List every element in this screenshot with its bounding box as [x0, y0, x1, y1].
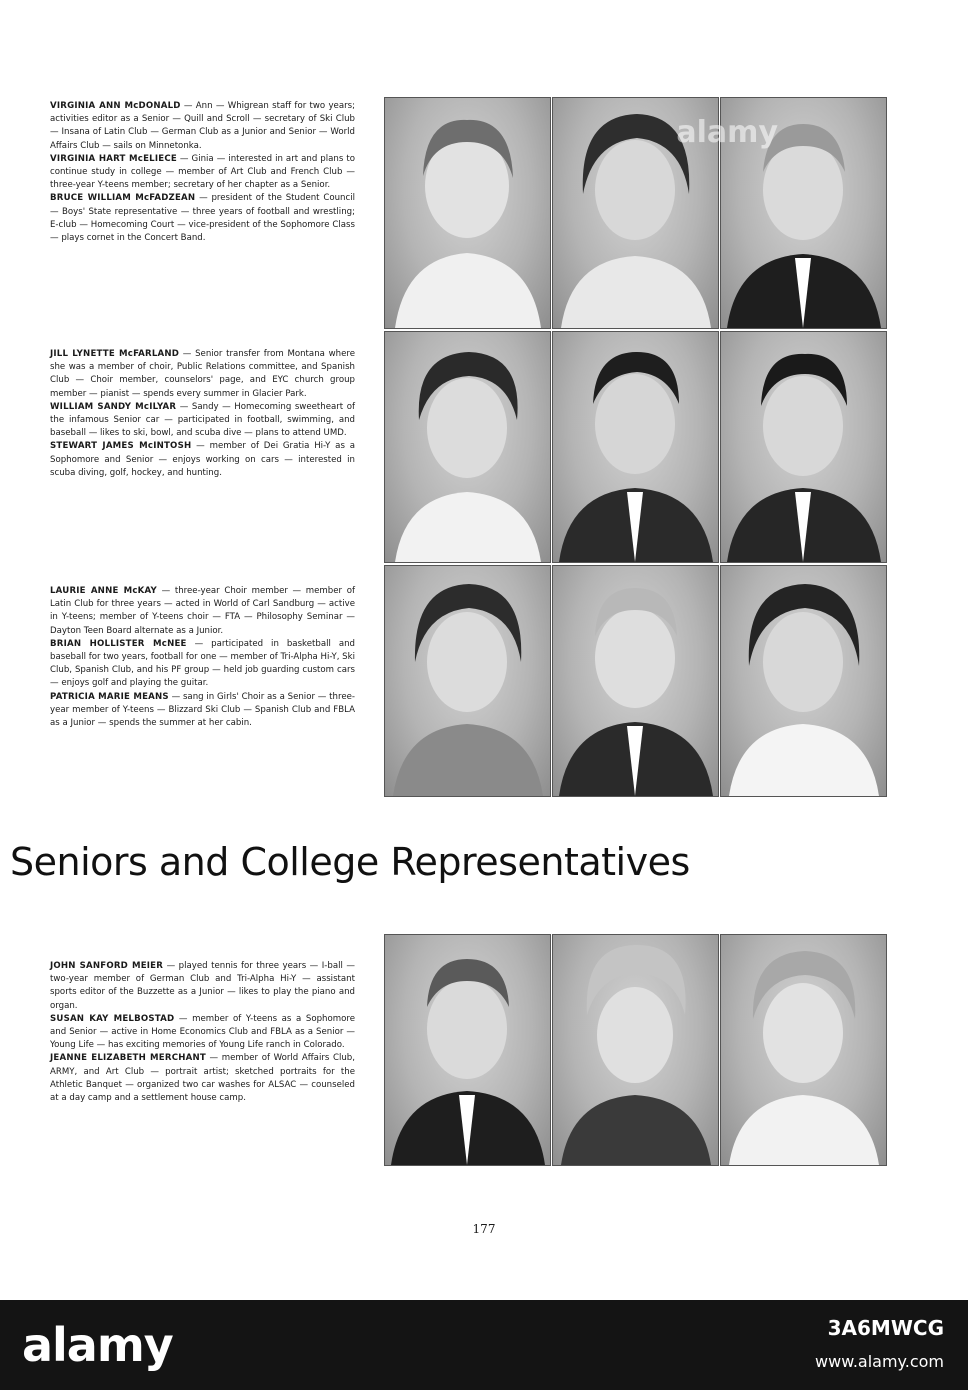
bio-text: — sang in Girls' Choir as a Senior — three-year member of Y-teens — Blizzard Ski Club — Spanish Club and FBLA as a Junior — spends the summer at her cabin.	[50, 691, 355, 729]
portrait-silhouette-icon	[553, 332, 718, 562]
portrait-photo	[385, 98, 550, 328]
student-name: JOHN SANFORD MEIER	[50, 961, 164, 971]
portrait-silhouette-icon	[385, 566, 550, 796]
portrait-photo	[721, 566, 886, 796]
student-name: STEWART JAMES McINTOSH	[50, 441, 192, 452]
bio-block-3	[50, 585, 355, 730]
bio-entry	[50, 691, 355, 731]
student-name: LAURIE ANNE McKAY	[50, 586, 157, 596]
bio-text: — member of Y-teens as a Sophomore and Senior — active in Home Economics Club and FBLA as a Senior — Young Life — has exciting memories of Young Life ranch in Colorado.	[50, 1013, 355, 1051]
student-name: VIRGINIA ANN McDONALD	[50, 101, 181, 111]
student-name: BRUCE WILLIAM McFADZEAN	[50, 193, 196, 204]
bio-entry	[50, 192, 355, 245]
bio-block-1	[50, 100, 355, 245]
bio-block-4	[50, 960, 355, 1105]
footer-bar	[0, 1300, 968, 1390]
portrait-silhouette-icon	[385, 332, 550, 562]
image-id: 3A6MWCG	[827, 1316, 944, 1340]
portrait-photo	[385, 935, 550, 1165]
student-name: JEANNE ELIZABETH MERCHANT	[50, 1053, 206, 1064]
bio-entry	[50, 401, 355, 441]
bio-text: — Sandy — Homecoming sweetheart of the infamous Senior car — participated in football, swimming, and baseball — likes to ski, bowl, and scuba dive — plans to attend UMD.	[50, 401, 355, 439]
bio-entry	[50, 638, 355, 691]
portrait-photo	[385, 566, 550, 796]
bio-entry	[50, 153, 355, 193]
bio-entry	[50, 440, 355, 480]
portrait-silhouette-icon	[553, 935, 718, 1165]
section-heading: Seniors and College Representatives	[10, 840, 690, 884]
footer-logo: alamy	[22, 1318, 173, 1372]
student-name: JILL LYNETTE McFARLAND	[50, 349, 180, 359]
footer-url[interactable]: www.alamy.com	[815, 1352, 944, 1371]
bio-text: — participated in basketball and baseball for two years, football for one — member of Tri-Alpha Hi-Y, Ski Club, Spanish Club, and his PF group — held job guarding custom cars — enjoys golf and playing the guitar.	[50, 638, 355, 689]
bio-text: — president of the Student Council — Boys' State representative — three years of football and wrestling; E-club — Homecoming Court — vice-president of the Sophomore Class — plays cornet in the Concert Band.	[50, 193, 355, 244]
portrait-photo	[553, 332, 718, 562]
portrait-silhouette-icon	[385, 98, 550, 328]
bio-entry	[50, 960, 355, 1013]
bio-text: — Senior transfer from Montana where she was a member of choir, Public Relations committee, and Spanish Club — Choir member, counselors' page, and EYC church group member — pianist — spends every summer in Glacier Park.	[50, 349, 355, 399]
student-name: SUSAN KAY MELBOSTAD	[50, 1013, 175, 1024]
student-name: WILLIAM SANDY McILYAR	[50, 401, 177, 412]
bio-text: — Ginia — interested in art and plans to continue study in college — member of Art Club and French Club — three-year Y-teens member; secretary of her chapter as a Senior.	[50, 153, 355, 191]
student-name: VIRGINIA HART McELIECE	[50, 153, 177, 164]
portrait-grid-bottom	[385, 935, 886, 1165]
bio-entry	[50, 1013, 355, 1053]
bio-text: — played tennis for three years — I-ball — two-year member of German Club and Tri-Alpha Hi-Y — assistant sports editor of the Buzzette as a Junior — likes to play the piano and organ.	[50, 961, 355, 1011]
portrait-photo	[553, 935, 718, 1165]
portrait-photo	[553, 566, 718, 796]
bio-entry	[50, 100, 355, 153]
watermark-text: alamy	[676, 115, 778, 150]
student-name: BRIAN HOLLISTER McNEE	[50, 638, 187, 649]
bio-entry	[50, 585, 355, 638]
bio-block-2	[50, 348, 355, 480]
bio-entry	[50, 1052, 355, 1105]
student-name: PATRICIA MARIE MEANS	[50, 691, 169, 702]
bio-text: — Ann — Whigrean staff for two years; activities editor as a Senior — Quill and Scroll — secretary of Ski Club — Insana of Latin Club — German Club as a Junior and Senior — World Affairs Club — sails on Minnetonka.	[50, 101, 356, 151]
portrait-photo	[721, 935, 886, 1165]
bio-text: — three-year Choir member — member of Latin Club for three years — acted in World of Carl Sandburg — active in Y-teens; member of Y-teens choir — FTA — Philosophy Seminar — Dayton Teen Board alternate as a Junior.	[50, 586, 356, 636]
portrait-silhouette-icon	[721, 935, 886, 1165]
page-number: 177	[472, 1222, 496, 1236]
portrait-silhouette-icon	[721, 332, 886, 562]
bio-entry	[50, 348, 355, 401]
portrait-grid-top	[385, 98, 886, 796]
bio-text: — member of World Affairs Club, ARMY, and Art Club — portrait artist; sketched portraits for the Athletic Banquet — organized two car washes for ALSAC — counseled at a day camp and a settlement house camp.	[50, 1053, 355, 1104]
portrait-silhouette-icon	[721, 566, 886, 796]
portrait-silhouette-icon	[385, 935, 550, 1165]
bio-text: — member of Dei Gratia Hi-Y as a Sophomore and Senior — enjoys working on cars — interested in scuba diving, golf, hockey, and hunting.	[50, 441, 356, 478]
portrait-photo	[721, 332, 886, 562]
portrait-photo	[385, 332, 550, 562]
portrait-silhouette-icon	[553, 566, 718, 796]
